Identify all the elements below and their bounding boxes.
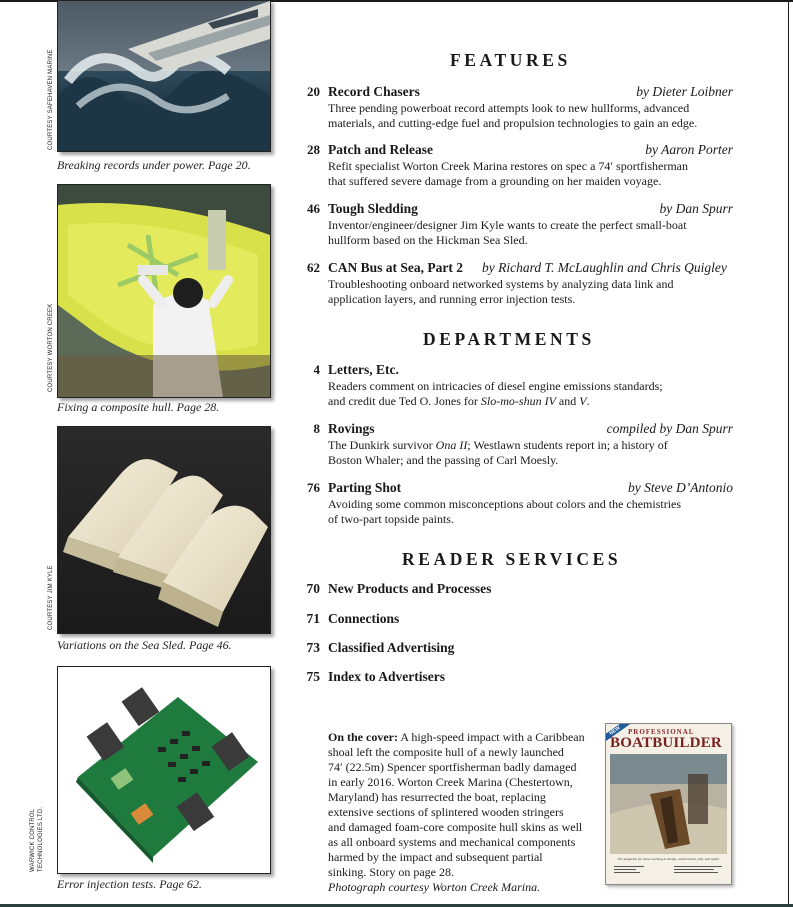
sea-sled-models-illustration: [58, 427, 270, 633]
magazine-cover-fineprint: [614, 866, 723, 878]
page-number: 62: [307, 260, 320, 275]
service-new-products: 70 New Products and Processes: [306, 581, 492, 596]
page-right-rule: [788, 0, 789, 907]
service-classified-advertising: 73 Classified Advertising: [306, 640, 455, 655]
department-title: Parting Shot: [328, 480, 402, 495]
cover-photo-credit: Photograph courtesy Worton Creek Marina.: [328, 880, 541, 894]
page-number: 8: [313, 421, 320, 436]
photo-credit-2: COURTESY WORTON CREEK: [48, 303, 54, 392]
photo-sea-sled-models: [57, 426, 271, 634]
article-description: Troubleshooting onboard networked systems by analyzing data link and application layers, and running error injection tests.: [328, 277, 674, 306]
feature-entry-patch-and-release: [298, 142, 733, 190]
photo-powerboat-waves: [57, 0, 271, 152]
page-number: 4: [313, 362, 320, 377]
feature-entry-tough-sledding: [298, 201, 733, 249]
service-connections: 71 Connections: [306, 611, 400, 626]
caption-1: Breaking records under power. Page 20.: [57, 158, 251, 172]
feature-entry-record-chasers: [298, 84, 733, 132]
department-description: Readers comment on intricacies of diesel engine emissions standards; and credit due Ted O. Jones for Slo-mo-shun IV and V.: [328, 379, 663, 408]
magazine-title-top: PROFESSIONAL: [628, 728, 695, 736]
department-title: Letters, Etc.: [328, 362, 399, 377]
article-description: Three pending powerboat record attempts look to new hullforms, advanced materials, and cutting-edge fuel and propulsion technologies to gain an edge.: [328, 101, 698, 130]
department-entry-letters: [298, 362, 733, 410]
page-number: 28: [307, 142, 320, 157]
department-title: Rovings: [328, 421, 375, 436]
departments-heading: DEPARTMENTS: [423, 329, 595, 349]
department-entry-rovings: [298, 421, 733, 469]
photo-credit-1: COURTESY SAFEHAVEN MARINE: [48, 49, 54, 150]
article-byline: by Aaron Porter: [645, 142, 733, 157]
article-title: Tough Sledding: [328, 201, 418, 216]
feature-entry-can-bus-at-sea: [298, 260, 733, 308]
page-number: 76: [307, 480, 320, 495]
article-description: Inventor/engineer/designer Jim Kyle wants to create the perfect small-boat hullform based on the Hickman Sea Sled.: [328, 218, 687, 247]
article-byline: by Dan Spurr: [659, 201, 733, 216]
article-byline: by Richard T. McLaughlin and Chris Quigley: [482, 260, 727, 275]
magazine-tagline: The magazine for those working in design, construction, refit, and repair: [617, 857, 720, 861]
department-byline: compiled by Dan Spurr: [606, 421, 733, 436]
photo-credit-3: COURTESY JIM KYLE: [48, 565, 54, 630]
caption-4: Error injection tests. Page 62.: [57, 877, 202, 891]
reader-services-heading: READER SERVICES: [402, 549, 622, 569]
caption-2: Fixing a composite hull. Page 28.: [57, 400, 220, 414]
magazine-title: BOATBUILDER: [610, 735, 722, 751]
magazine-badge: NEW: [605, 723, 632, 744]
department-description: The Dunkirk survivor Ona II; Westlawn students report in; a history of Boston Whaler; and the passing of Carl Moesly.: [328, 438, 668, 467]
page-number: 20: [307, 84, 320, 99]
powerboat-waves-illustration: [58, 1, 270, 151]
page-number: 46: [307, 201, 320, 216]
cover-description: On the cover: A high-speed impact with a Caribbean shoal left the composite hull of a newly launched 74′ (22.5m) Spencer sportfisherman badly damaged in early 2016. Worton Creek Marina (Chestertown, Maryland) has resurrected the boat, replacing extensive sections of splintered wooden stringers and damaged foam-core composite hull skins as well as all onboard systems and mechanical components harmed by the impact and subsequent partial sinking. Story on page 28. Photograph courtesy Worton Creek Marina.: [328, 730, 598, 895]
article-description: Refit specialist Worton Creek Marina restores on spec a 74′ sportfisherman that suffered severe damage from a grounding on her maiden voyage.: [328, 159, 689, 188]
features-heading: FEATURES: [450, 50, 571, 70]
photo-circuit-board: [57, 666, 271, 874]
service-index-to-advertisers: 75 Index to Advertisers: [306, 669, 445, 684]
department-byline: by Steve D’Antonio: [628, 480, 733, 495]
magazine-cover-thumbnail: [605, 723, 732, 885]
cover-hull-damage-illustration: [610, 754, 727, 854]
department-entry-parting-shot: [298, 480, 733, 528]
circuit-board-illustration: [58, 667, 270, 873]
article-title: CAN Bus at Sea, Part 2: [328, 260, 463, 275]
photo-composite-hull: [57, 184, 271, 398]
article-byline: by Dieter Loibner: [636, 84, 733, 99]
photo-credit-4b: TECHNOLOGIES LTD.: [38, 806, 44, 872]
article-title: Record Chasers: [328, 84, 420, 99]
caption-3: Variations on the Sea Sled. Page 46.: [57, 638, 232, 652]
article-title: Patch and Release: [328, 142, 433, 157]
composite-hull-illustration: [58, 185, 270, 397]
photo-credit-4a: WARWICK CONTROL: [30, 808, 36, 872]
department-description: Avoiding some common misconceptions about colors and the chemistries of two-part topside paints.: [328, 497, 682, 526]
